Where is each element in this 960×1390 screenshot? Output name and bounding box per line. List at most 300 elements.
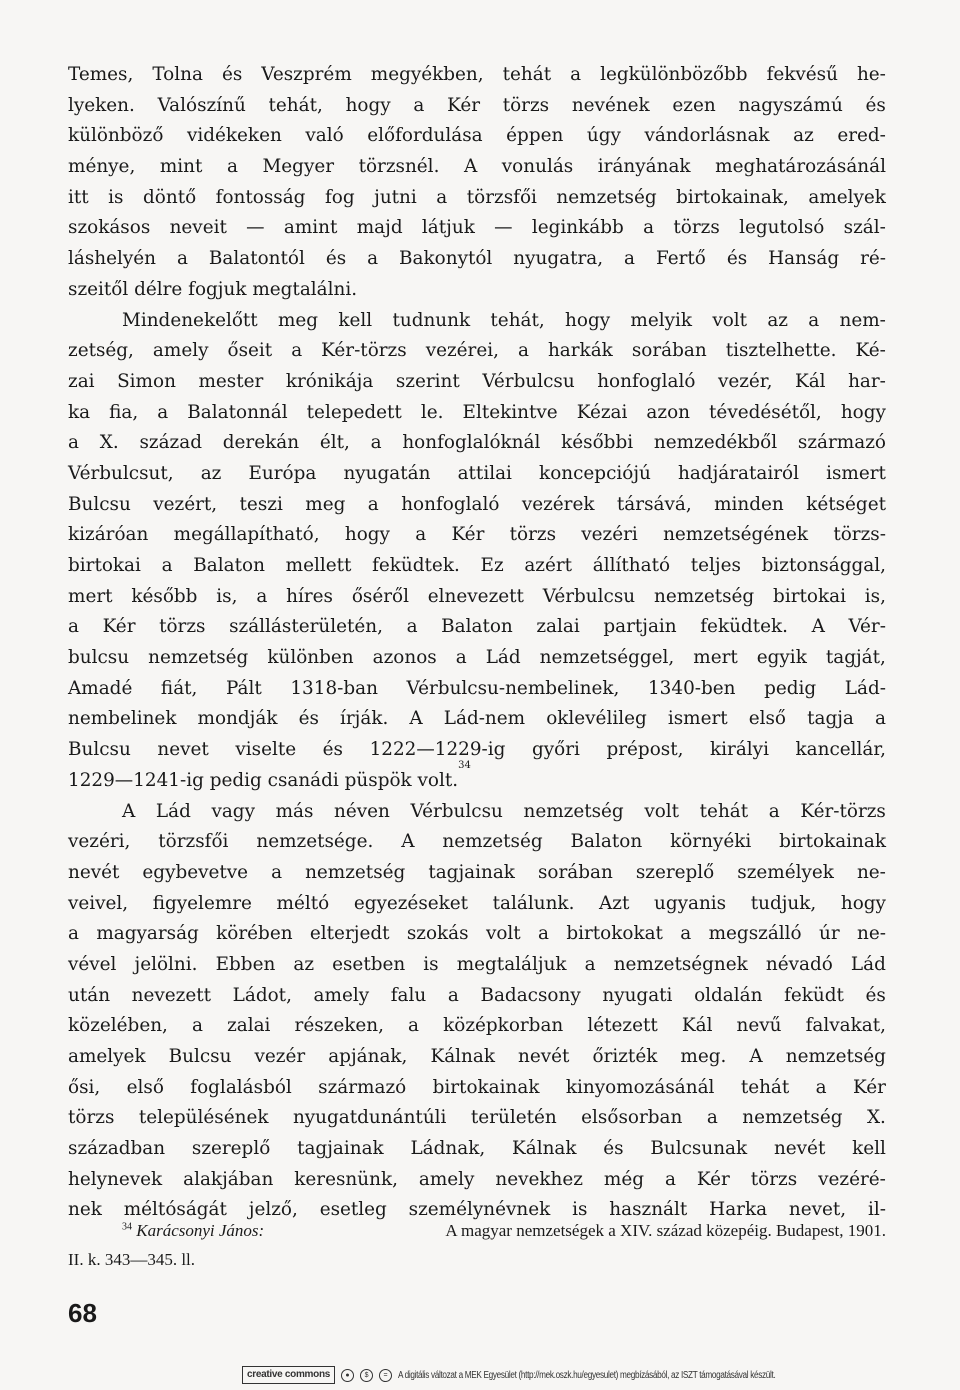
body-line (68, 704, 886, 735)
body-word: birtokai (773, 585, 846, 607)
body-line (68, 919, 886, 950)
body-word: tagjainak (428, 861, 515, 883)
body-line-text: 1229—1241-ig pedig csanádi püspök volt. (68, 769, 459, 791)
body-word: nemzetség (148, 647, 249, 669)
body-word: tudjuk, (750, 892, 817, 914)
body-word: a (413, 94, 425, 116)
footnote-line-1 (68, 1216, 886, 1245)
body-word: nemzetsége. (256, 831, 374, 853)
body-word: nemzetség (653, 585, 755, 607)
body-word: Pált (225, 677, 262, 699)
body-word: a (624, 248, 635, 270)
body-word: fia, (109, 401, 139, 423)
body-line (68, 183, 886, 214)
body-word: birtokai (68, 555, 141, 576)
body-word: meghatározásánál (715, 156, 886, 178)
body-word: írják. (339, 708, 389, 730)
body-word: krónikája (285, 370, 374, 392)
body-word: Lád- (844, 677, 886, 699)
body-line (68, 367, 886, 398)
body-word: Kálnak (511, 1138, 577, 1160)
body-word: a (538, 923, 549, 945)
body-word: a (436, 186, 448, 208)
body-word: törzs (673, 217, 720, 239)
body-word: éppen (506, 125, 564, 147)
body-word: nemzetségének (663, 524, 809, 546)
body-word: A (122, 800, 136, 822)
body-word: ménye, (68, 156, 136, 178)
body-word: nevű (736, 1015, 782, 1037)
body-word: is, (864, 585, 886, 607)
body-word: telepedett (306, 401, 402, 423)
body-word: a (406, 616, 418, 638)
body-word: középkorban (443, 1015, 564, 1037)
footnote-number: 34 (122, 1221, 132, 1233)
body-word: ka (68, 401, 91, 423)
body-word: is (423, 953, 439, 975)
body-word: a (808, 309, 820, 331)
body-line (68, 643, 886, 674)
body-word: a (161, 555, 173, 576)
body-word: nemzetség (742, 1107, 843, 1129)
body-word: Kér (853, 1076, 886, 1098)
body-word: Európa (248, 462, 317, 484)
body-word: honfoglaló (597, 370, 696, 392)
body-word: A (811, 616, 825, 638)
body-word: a (256, 585, 268, 607)
body-word: honfoglalóknál (402, 432, 541, 454)
body-word: első (748, 708, 787, 730)
body-word: Vér- (848, 616, 886, 638)
body-word: leginkább (531, 217, 624, 239)
body-word: A (463, 156, 478, 178)
body-text (68, 60, 886, 1226)
body-word: őrizték (592, 1046, 658, 1067)
body-word: nevét (68, 861, 120, 883)
body-line (68, 1103, 886, 1134)
body-word: a (706, 1107, 718, 1129)
body-line (68, 1042, 886, 1073)
body-word: A (409, 708, 423, 730)
body-word: sorában (631, 340, 707, 362)
body-word: Balaton (441, 616, 513, 638)
body-word: a (226, 156, 238, 178)
body-word: a (768, 800, 780, 822)
body-word: későbbi (561, 432, 634, 454)
body-word: azonos (372, 647, 437, 669)
body-word: vezéri, (68, 831, 131, 853)
body-word: tagját, (825, 647, 886, 669)
body-word: őséről (351, 585, 409, 607)
body-line (68, 459, 886, 490)
cc-by-icon: ● (341, 1369, 354, 1382)
body-word: vándorlásnak (644, 125, 770, 147)
body-word: mester (198, 370, 264, 392)
body-word: kétséget (806, 493, 886, 515)
body-word: meg (305, 493, 346, 515)
body-line (68, 981, 886, 1012)
body-word: és (325, 248, 347, 270)
body-word: Ládnak, (410, 1138, 486, 1160)
footnote (68, 1216, 886, 1274)
body-word: falu (390, 984, 427, 1006)
body-word: Valószínű (157, 94, 246, 116)
body-word: törzsfői (158, 831, 229, 853)
body-word: egybevetve (142, 861, 249, 883)
body-word: Eltekintve (462, 401, 558, 423)
body-word: is (108, 186, 124, 208)
body-word: Badacsony (480, 984, 581, 1006)
body-line (68, 797, 886, 828)
body-word: nyugatán (343, 462, 431, 484)
body-word: A (749, 1046, 763, 1067)
body-word: mellett (285, 555, 352, 576)
body-word: vével (68, 953, 117, 975)
body-word: ugyanis (653, 892, 727, 914)
body-word: tehát, (268, 94, 323, 116)
body-word: amint (283, 217, 338, 239)
body-word: 1318-ban (290, 677, 378, 699)
body-word: vezérei, (425, 340, 499, 362)
body-word: zalai (227, 1015, 271, 1037)
body-word: nem- (839, 309, 886, 331)
body-word: feküdtek. (700, 616, 788, 638)
body-word: tehát, (490, 309, 545, 331)
body-word: birtokokat (566, 923, 663, 945)
body-word: A (401, 831, 415, 853)
body-word: után (68, 984, 111, 1006)
body-line (68, 889, 886, 920)
body-word: meg (277, 309, 319, 331)
body-word: környéki (670, 831, 752, 853)
body-word: amely (418, 1168, 475, 1190)
body-word: Vérbulcsu-nembelinek, (406, 677, 620, 699)
body-word: a (370, 432, 382, 454)
body-word: Vérbulcsut, (68, 462, 174, 484)
body-word: állítható (592, 555, 671, 576)
body-word: majd (356, 217, 403, 239)
body-word: más (275, 800, 314, 822)
body-word: létezett (587, 1015, 658, 1037)
body-word: mondják (197, 708, 278, 730)
body-word: Bakonytól (399, 248, 493, 270)
body-word: vonulás (501, 156, 574, 178)
body-word: Temes, (68, 64, 134, 85)
body-word: Bulcsu (68, 739, 131, 761)
body-word: birtokainak, (676, 186, 789, 208)
body-word: híres (286, 585, 333, 607)
body-word: teszi (239, 493, 283, 515)
body-word: szereplő (191, 1138, 271, 1160)
body-word: a (455, 647, 467, 669)
body-word: Kálnak (430, 1046, 495, 1067)
body-word: amelyek (68, 1046, 146, 1067)
body-word: koncepciójú (539, 462, 651, 484)
body-word: vezéré- (818, 1168, 886, 1190)
body-word: és (865, 94, 886, 116)
body-word: méltó (276, 892, 330, 914)
body-word: Tolna (152, 64, 203, 85)
body-word: királyi (710, 739, 769, 761)
body-line (68, 152, 886, 183)
body-word: kancellár, (795, 739, 886, 761)
body-word: a (415, 524, 427, 546)
body-word: méltóságát (123, 1199, 227, 1221)
footnote-text: A magyar nemzetségek a XIV. század közepéig. Budapest, 1901. (445, 1221, 886, 1240)
body-word: Lád (850, 953, 886, 975)
body-word: megszálló (708, 923, 802, 945)
body-word: és (603, 1138, 624, 1160)
body-line (68, 612, 886, 643)
body-word: nek (68, 1199, 102, 1221)
body-word: pedig (764, 677, 817, 699)
body-word: amely (313, 984, 370, 1006)
body-word: neveit (169, 217, 227, 239)
body-word: apjának, (328, 1046, 408, 1067)
body-word: amelyek (808, 186, 886, 208)
body-word: tehát (740, 1076, 790, 1098)
body-word: kizáróan (68, 524, 149, 546)
body-word: Kál (794, 370, 826, 392)
footnote-author: Karácsonyi János: (136, 1221, 265, 1240)
body-word: 1340-ben (647, 677, 736, 699)
body-word: az (293, 953, 315, 975)
body-word: zetség, (68, 340, 134, 362)
body-word: figyelemre (152, 892, 252, 914)
body-word: X. (99, 432, 119, 454)
body-word: feküdtek. (372, 555, 460, 576)
body-line (68, 950, 886, 981)
body-word: és (298, 708, 319, 730)
body-word: és (726, 248, 748, 270)
body-word: Ez (480, 555, 504, 576)
body-word: Kézai (576, 401, 628, 423)
body-word: hogy (840, 892, 886, 914)
body-word: társává, (616, 493, 692, 515)
body-word: az (767, 309, 788, 331)
body-word: viselte (235, 739, 297, 761)
body-word: nemzetség (785, 1046, 886, 1067)
body-line (68, 1134, 886, 1165)
body-word: törzsnél. (358, 156, 440, 178)
body-word: a (815, 1076, 827, 1098)
body-word: hadjáratairól (677, 462, 799, 484)
body-word: élt, (319, 432, 350, 454)
body-word: találunk. (492, 892, 575, 914)
body-word: azon (646, 401, 690, 423)
body-line (68, 1165, 886, 1196)
body-word: — (246, 217, 265, 239)
body-line (68, 306, 886, 337)
body-word: ezen (672, 94, 716, 116)
body-word: tehát (699, 800, 749, 822)
body-line (68, 520, 886, 551)
body-word: később (131, 585, 198, 607)
body-word: nevét (773, 1138, 826, 1160)
body-word: Kér (102, 616, 136, 638)
body-line (68, 551, 886, 582)
body-word: zai (68, 370, 95, 392)
body-word: mint (159, 156, 203, 178)
body-word: Lád (155, 800, 191, 822)
body-word: a (643, 217, 655, 239)
body-word: volt (644, 800, 680, 822)
body-word: ismert (826, 462, 886, 484)
body-line (68, 1073, 886, 1104)
body-word: foglalásból (190, 1076, 292, 1098)
body-word: minden (714, 493, 784, 515)
body-word: használt (609, 1199, 688, 1221)
body-word: törzs (68, 1107, 115, 1129)
body-word: falvakat, (805, 1015, 886, 1037)
body-word: a (584, 953, 596, 975)
body-word: esetben (332, 953, 406, 975)
body-word: tagjainak (297, 1138, 384, 1160)
body-word: Bulcsunak (650, 1138, 748, 1160)
body-word: partjain (603, 616, 677, 638)
body-word: Bulcsu (68, 493, 131, 515)
body-word: Kál (681, 1015, 713, 1037)
body-word: tudnunk (392, 309, 471, 331)
body-word: származó (797, 432, 886, 454)
body-word: tévedésétől, (709, 401, 822, 423)
body-word: il- (868, 1199, 886, 1221)
body-word: ősi, (68, 1076, 101, 1098)
body-line (68, 1011, 886, 1042)
body-word: Kér-törzs (321, 340, 407, 362)
body-word: szereplő (635, 861, 715, 883)
body-word: nevezett (131, 984, 212, 1006)
body-word: Balatonnál (187, 401, 288, 423)
body-word: nevét (518, 1046, 570, 1067)
body-word: úr (818, 923, 840, 945)
body-word: törzs (159, 616, 206, 638)
body-word: zalai (536, 616, 580, 638)
body-word: teljes (690, 555, 741, 576)
body-word: a (367, 493, 379, 515)
body-word: a (367, 248, 379, 270)
body-word: nyugati (602, 984, 673, 1006)
body-word: személynévnek (408, 1199, 551, 1221)
body-word: Kér (696, 1168, 730, 1190)
body-word: fiát, (160, 677, 198, 699)
body-word: alakjában (183, 1168, 274, 1190)
body-word: helynevek (68, 1168, 163, 1190)
body-word: a (408, 1015, 420, 1037)
body-word: ne- (856, 861, 886, 883)
body-word: vagy (211, 800, 255, 822)
body-word: törzsfői (466, 186, 537, 208)
body-word: nevet, (788, 1199, 847, 1221)
body-word: fog (324, 186, 355, 208)
body-word: személyek (737, 861, 834, 883)
body-word: Mindenekelőtt (122, 309, 258, 331)
cc-nc-icon: $ (360, 1369, 373, 1382)
license-bar (242, 1366, 858, 1384)
body-word: törzs (502, 94, 550, 116)
body-word: he- (856, 64, 886, 85)
body-word: vezérek (521, 493, 595, 515)
body-word: le. (420, 401, 444, 423)
body-word: nyugatdunántúli (292, 1107, 447, 1129)
body-word: X. (866, 1107, 886, 1129)
body-word: mert (68, 585, 113, 607)
body-word: amely (152, 340, 209, 362)
body-line (68, 275, 886, 306)
body-word: a (271, 861, 283, 883)
body-word: nemzetség (442, 831, 543, 853)
body-word: úgy (586, 125, 621, 147)
body-line (68, 60, 886, 91)
body-line (68, 735, 886, 766)
body-word: nemzetség (523, 800, 624, 822)
body-word: Veszprém (261, 64, 352, 85)
body-word: biztonsággal, (761, 555, 886, 576)
body-word: Kér-törzs (800, 800, 886, 822)
body-word: Hanság (768, 248, 840, 270)
body-word: Amadé (68, 677, 133, 699)
body-word: azért (524, 555, 573, 576)
body-word: a (157, 401, 169, 423)
body-word: tagja (807, 708, 854, 730)
body-word: század (139, 432, 202, 454)
body-word: Lád (485, 647, 521, 669)
body-word: a (680, 923, 692, 945)
body-word: az (200, 462, 222, 484)
body-word: megtaláljuk (456, 953, 567, 975)
body-word: esetleg (319, 1199, 387, 1221)
body-word: különböző (68, 125, 164, 147)
body-word: nevekhez (495, 1168, 583, 1190)
body-word: néven (334, 800, 390, 822)
body-word: Ládot, (232, 984, 292, 1006)
body-line (68, 428, 886, 459)
body-word: derekán (222, 432, 300, 454)
body-word: hogy (840, 401, 886, 423)
body-word: irányának (597, 156, 691, 178)
body-word: Harka (709, 1199, 768, 1221)
body-word: a (874, 708, 886, 730)
body-word: őseit (227, 340, 273, 362)
body-word: honfoglaló (401, 493, 500, 515)
body-word: 1222—1229-ig (369, 739, 506, 761)
body-word: Kér (447, 94, 480, 116)
body-word: har- (848, 370, 886, 392)
body-word: volt (712, 309, 748, 331)
body-word: is, (216, 585, 238, 607)
body-word: mert (693, 647, 738, 669)
body-word: magyarság (96, 923, 199, 945)
body-word: a (68, 432, 79, 454)
body-word: hogy (344, 524, 390, 546)
body-word: itt (68, 186, 89, 208)
body-word: szállásterületén, (229, 616, 383, 638)
body-word: hogy (345, 94, 391, 116)
body-word: és (865, 984, 886, 1006)
body-word: még (603, 1168, 645, 1190)
body-word: legkülönbözőbb (600, 64, 748, 85)
body-word: és (221, 64, 243, 85)
body-word: tehát (502, 64, 552, 85)
body-word: településének (138, 1107, 269, 1129)
body-word: elsősorban (581, 1107, 683, 1129)
body-word: oklevélileg (546, 708, 647, 730)
body-word: Balaton (193, 555, 265, 576)
body-word: a (68, 923, 79, 945)
body-line (68, 582, 886, 613)
body-word: szál- (843, 217, 886, 239)
body-word: döntő (143, 186, 197, 208)
